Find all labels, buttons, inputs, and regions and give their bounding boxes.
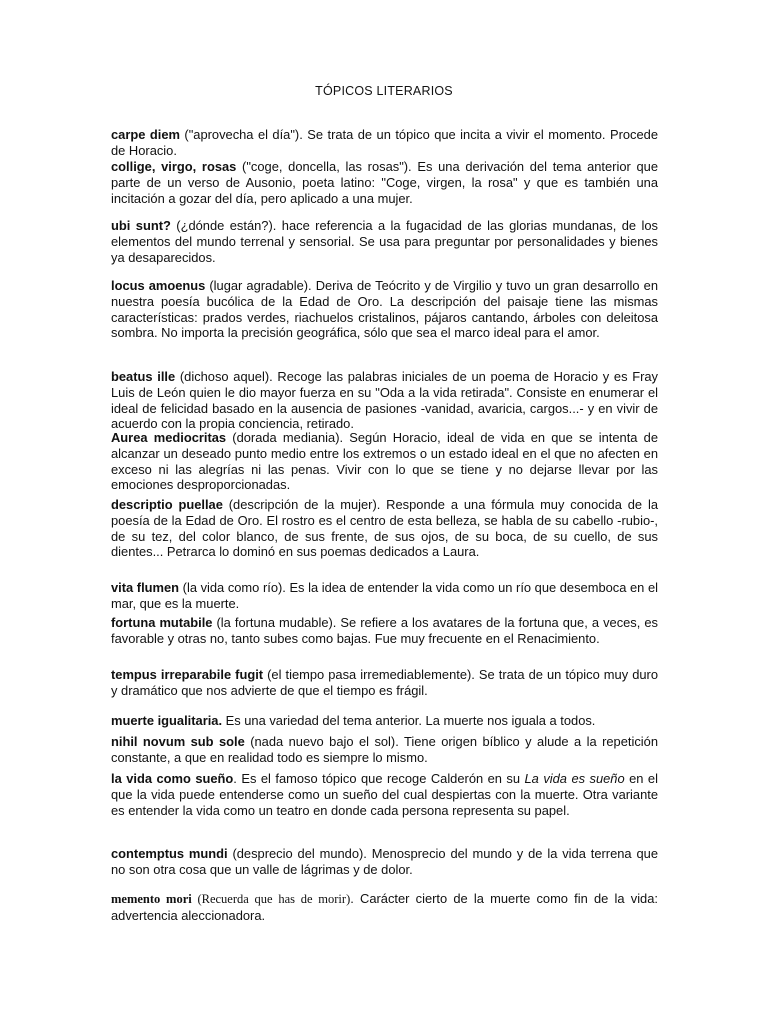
entry-text: (dichoso aquel). Recoge las palabras iniciales de un poema de Horacio y es Fray Luis de León quien le dio mayor fuerza en su "Oda a la vida retirada". Consiste en enumerar el ideal de felicidad basado en la ausencia de pasiones -vanidad, avaricia, cargos...- y en vivir de acuerdo con la propia conciencia, retirado. (111, 369, 658, 432)
entry-term: vita flumen (111, 580, 180, 595)
entry-text: (dorada mediania). Según Horacio, ideal de vida en que se intenta de alcanzar un deseado punto medio entre los extremos o un estado ideal en el que no afecten en exceso ni las alegrías ni las penas. Vivir con lo que se tiene y no dejarse llevar por las emociones desproporcionadas. (111, 430, 658, 493)
entry-tempus-irreparabile-fugit (111, 667, 658, 699)
entry-term: carpe diem (111, 127, 180, 142)
entry-term: Aurea mediocritas (111, 430, 227, 445)
entry-text: (descripción de la mujer). Responde a una fórmula muy conocida de la poesía de la Edad de Oro. El rostro es el centro de esta belleza, se habla de su cabello -rubio-, de su tez, del color blanco, de sus frente, de sus ojos, de su boca, de su cuello, de sus dientes... Petrarca lo dominó en sus poemas dedicados a Laura. (111, 497, 658, 560)
entry-term: collige, virgo, rosas (111, 159, 237, 174)
entry-text-before: . Es el famoso tópico que recoge Calderón en su (233, 771, 525, 786)
entry-collige-virgo-rosas (111, 159, 658, 206)
entry-term: muerte igualitaria. (111, 713, 223, 728)
entry-text: . Carácter cierto de la muerte como fin de la vida: advertencia aleccionadora. (111, 891, 658, 923)
entry-term: fortuna mutabile (111, 615, 213, 630)
entry-text: (¿dónde están?). hace referencia a la fugacidad de las glorias mundanas, de los elementos del mundo terrenal y sensorial. Se usa para preguntar por personalidades y bienes ya desaparecidos. (111, 218, 658, 265)
entry-contemptus-mundi (111, 846, 658, 878)
entry-term: tempus irreparabile fugit (111, 667, 264, 682)
work-title-la-vida-es-sueno: La vida es sueño (524, 771, 625, 786)
entry-fortuna-mutabile (111, 615, 658, 647)
entry-vita-flumen (111, 580, 658, 612)
entry-text: (nada nuevo bajo el sol). Tiene origen bíblico y alude a la repetición constante, a que en realidad todo es siempre lo mismo. (111, 734, 658, 765)
entry-nihil-novum-sub-sole (111, 734, 658, 766)
entry-term: la vida como sueño (111, 771, 234, 786)
entry-term: contemptus mundi (111, 846, 228, 861)
entry-term: memento mori (111, 892, 192, 906)
entry-la-vida-como-sueno (111, 771, 658, 818)
entry-text: Es una variedad del tema anterior. La muerte nos iguala a todos. (222, 713, 596, 728)
entry-text: (lugar agradable). Deriva de Teócrito y de Virgilio y tuvo un gran desarrollo en nuestra poesía bucólica de la Edad de Oro. La descripción del paisaje tiene las mismas características: prados verdes, riachuelos cristalinos, pájaros cantando, árboles con deleitosa sombra. No importa la precisión geográfica, sólo que sea el marco ideal para el amor. (111, 278, 658, 341)
entry-locus-amoenus (111, 278, 658, 341)
entry-text: (la vida como río). Es la idea de entender la vida como un río que desemboca en el mar, que es la muerte. (111, 580, 658, 611)
entry-text: ("coge, doncella, las rosas"). Es una derivación del tema anterior que parte de un verso de Ausonio, poeta latino: "Coge, virgen, la rosa" y que es también una incitación a gozar del día, pero aplicado a una mujer. (111, 159, 659, 206)
entry-descriptio-puellae (111, 497, 658, 560)
entry-term: ubi sunt? (111, 218, 171, 233)
entry-memento-mori (111, 891, 658, 924)
entry-text-after: en el que la vida puede entenderse como un sueño del cual despiertas con la muerte. Otra variante es entender la vida como un teatro en donde cada persona representa su papel. (111, 771, 658, 818)
entry-term: beatus ille (111, 369, 176, 384)
entry-gloss: (Recuerda que has de morir) (191, 892, 351, 906)
entry-beatus-ille (111, 369, 658, 432)
entry-term: descriptio puellae (111, 497, 223, 512)
entry-text: ("aprovecha el día"). Se trata de un tópico que incita a vivir el momento. Procede de Horacio. (111, 127, 658, 158)
entry-term: locus amoenus (111, 278, 206, 293)
entry-carpe-diem (111, 127, 658, 159)
entry-text: (la fortuna mudable). Se refiere a los avatares de la fortuna que, a veces, es favorable y otras no, tanto subes como bajas. Fue muy frecuente en el Renacimiento. (111, 615, 658, 646)
entry-term: nihil novum sub sole (111, 734, 245, 749)
entry-ubi-sunt (111, 218, 658, 265)
entry-text: (el tiempo pasa irremediablemente). Se trata de un tópico muy duro y dramático que nos advierte de que el tiempo es frágil. (111, 667, 658, 698)
entry-muerte-igualitaria (111, 713, 658, 729)
entry-aurea-mediocritas (111, 430, 658, 493)
document-title: TÓPICOS LITERARIOS (315, 84, 453, 98)
entry-text: (desprecio del mundo). Menosprecio del mundo y de la vida terrena que no son otra cosa que un valle de lágrimas y de dolor. (111, 846, 658, 877)
